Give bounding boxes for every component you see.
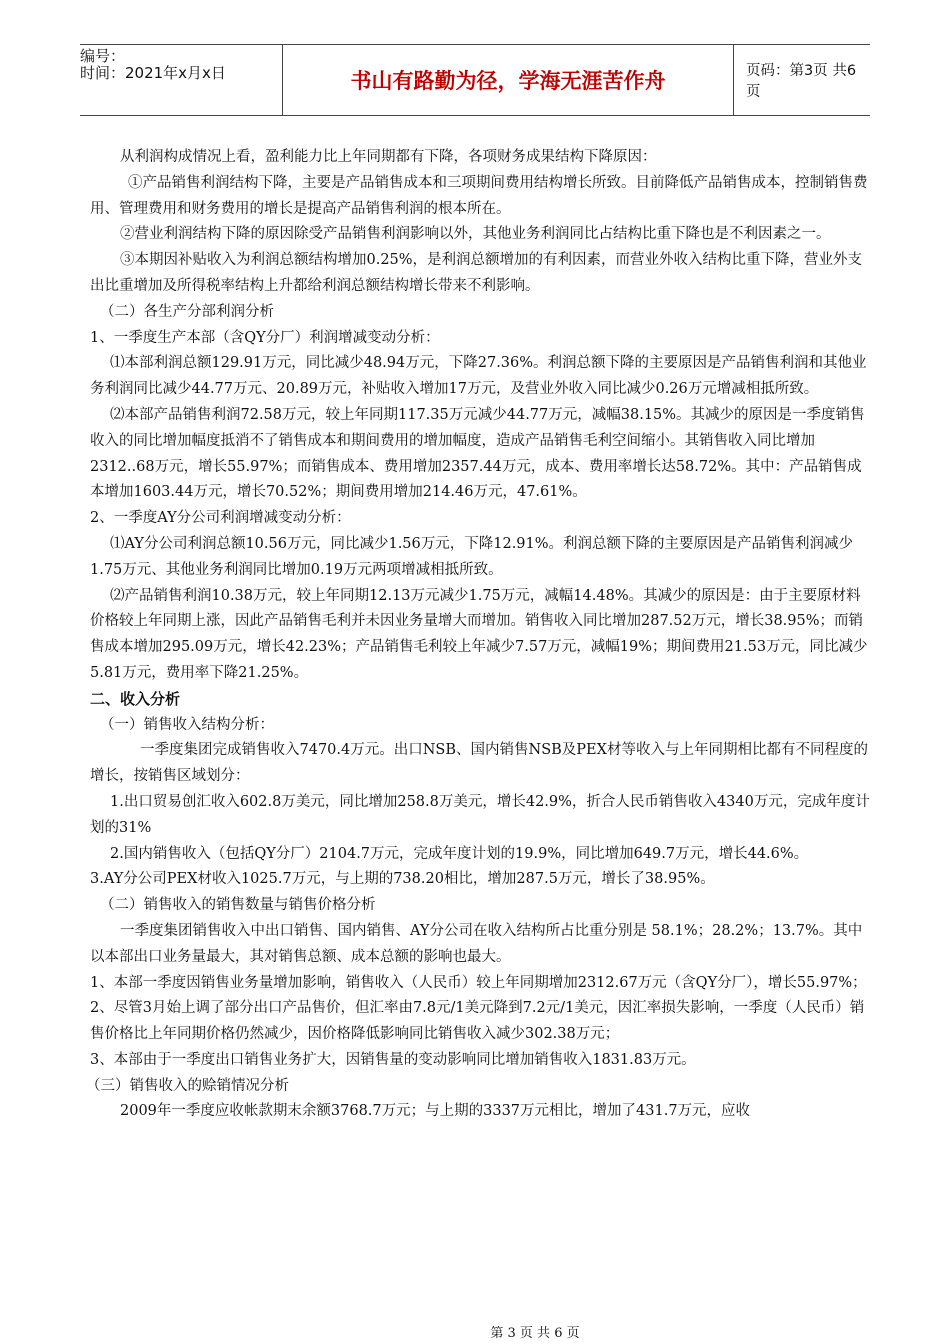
header-motto: 书山有路勤为径，学海无涯苦作舟	[282, 45, 734, 115]
paragraph: 一季度集团完成销售收入7470.4万元。出口NSB、国内销售NSB及PEX材等收入与上年同期相比都有不同程度的增长，按销售区域划分：	[90, 742, 868, 785]
paragraph: 2、一季度AY分公司利润增减变动分析：	[90, 510, 351, 527]
paragraph: 2009年一季度应收帐款期末余额3768.7万元；与上期的3337万元相比，增加了431.7万元，应收	[120, 1103, 751, 1120]
paragraph: 1.出口贸易创汇收入602.8万美元，同比增加258.8万美元，增长42.9%，折合人民币销售收入4340万元，完成年度计划的31%	[90, 793, 870, 836]
header-page-info: 页码：第3页 共6页	[746, 63, 857, 100]
paragraph: 一季度集团销售收入中出口销售、国内销售、AY分公司在收入结构所占比重分别是 58.1%；28.2%；13.7%。其中以本部出口业务量最大，其对销售总额、成本总额的影响也最大。	[90, 922, 863, 965]
page-footer: 第 3 页 共 6 页	[490, 1326, 580, 1341]
paragraph: ⑵产品销售利润10.38万元，较上年同期12.13万元减少1.75万元，减幅14.48%。其减少的原因是：由于主要原材料价格较上年同期上涨，因此产品销售毛利并未因业务量增大而增加。销售收入同比增加287.52万元，增长38.95%；而销售成本增加295.09万元，增长42.23%；产品销售毛利较上年减少7.57万元，减幅19%；期间费用21.53万元，同比减少5.81万元，费用率下降21.25%。	[90, 587, 868, 681]
document-number-label: 编号：	[80, 47, 126, 65]
section-heading: 二、收入分析	[90, 689, 181, 708]
subsection-heading: （一）销售收入结构分析：	[100, 716, 274, 733]
paragraph: 3、本部由于一季度出口销售业务扩大，因销售量的变动影响同比增加销售收入1831.83万元。	[90, 1051, 696, 1068]
paragraph: 1、本部一季度因销售业务量增加影响，销售收入（人民币）较上年同期增加2312.67万元（含QY分厂），增长55.97%；	[90, 974, 867, 991]
document-time-label: 时间：2021年x月x日	[80, 64, 226, 82]
document-header	[80, 44, 870, 116]
subsection-heading: （三）销售收入的赊销情况分析	[86, 1077, 289, 1094]
paragraph: 2.国内销售收入（包括QY分厂）2104.7万元，完成年度计划的19.9%，同比增加649.7万元，增长44.6%。	[110, 845, 809, 862]
paragraph: ⑴AY分公司利润总额10.56万元，同比减少1.56万元，下降12.91%。利润总额下降的主要原因是产品销售利润减少1.75万元、其他业务利润同比增加0.19万元两项增减相抵所致。	[90, 535, 854, 578]
paragraph: ⑴本部利润总额129.91万元，同比减少48.94万元，下降27.36%。利润总额下降的主要原因是产品销售利润和其他业务利润同比减少44.77万元、20.89万元，补贴收入增加17万元，及营业外收入同比减少0.26万元增减相抵所致。	[90, 355, 867, 398]
paragraph: 从利润构成情况上看，盈利能力比上年同期都有下降，各项财务成果结构下降原因：	[120, 149, 657, 165]
paragraph: ②营业利润结构下降的原因除受产品销售利润影响以外，其他业务利润同比占结构比重下降也是不利因素之一。	[120, 226, 831, 243]
document-body	[86, 145, 870, 1125]
subsection-heading: （二）各生产分部利润分析	[100, 303, 274, 320]
paragraph: 1、一季度生产本部（含QY分厂）利润增减变动分析：	[90, 329, 440, 346]
paragraph: 3.AY分公司PEX材收入1025.7万元，与上期的738.20相比，增加287.5万元，增长了38.95%。	[90, 871, 715, 888]
paragraph: ③本期因补贴收入为利润总额结构增加0.25%，是利润总额增加的有利因素，而营业外收入结构比重下降，营业外支出比重增加及所得税率结构上升都给利润总额结构增长带来不利影响。	[90, 252, 863, 294]
paragraph: ①产品销售利润结构下降，主要是产品销售成本和三项期间费用结构增长所致。目前降低产品销售成本，控制销售费用、管理费用和财务费用的增长是提高产品销售利润的根本所在。	[90, 174, 868, 217]
header-meta	[80, 45, 282, 115]
paragraph: 2、尽管3月始上调了部分出口产品售价，但汇率由7.8元/1美元降到7.2元/1美元，因汇率损失影响，一季度（人民币）销售价格比上年同期价格仍然减少，因价格降低影响同比销售收入减少302.38万元；	[90, 1000, 865, 1043]
paragraph: ⑵本部产品销售利润72.58万元，较上年同期117.35万元减少44.77万元，减幅38.15%。其减少的原因是一季度销售收入的同比增加幅度抵消不了销售成本和期间费用的增加幅度，造成产品销售毛利空间缩小。其销售收入同比增加2312..68万元，增长55.97%；而销售成本、费用增加2357.44万元，成本、费用率增长达58.72%。其中：产品销售成本增加1603.44万元，增长70.52%；期间费用增加214.46万元，47.61%。	[90, 406, 865, 501]
subsection-heading: （二）销售收入的销售数量与销售价格分析	[100, 897, 376, 914]
